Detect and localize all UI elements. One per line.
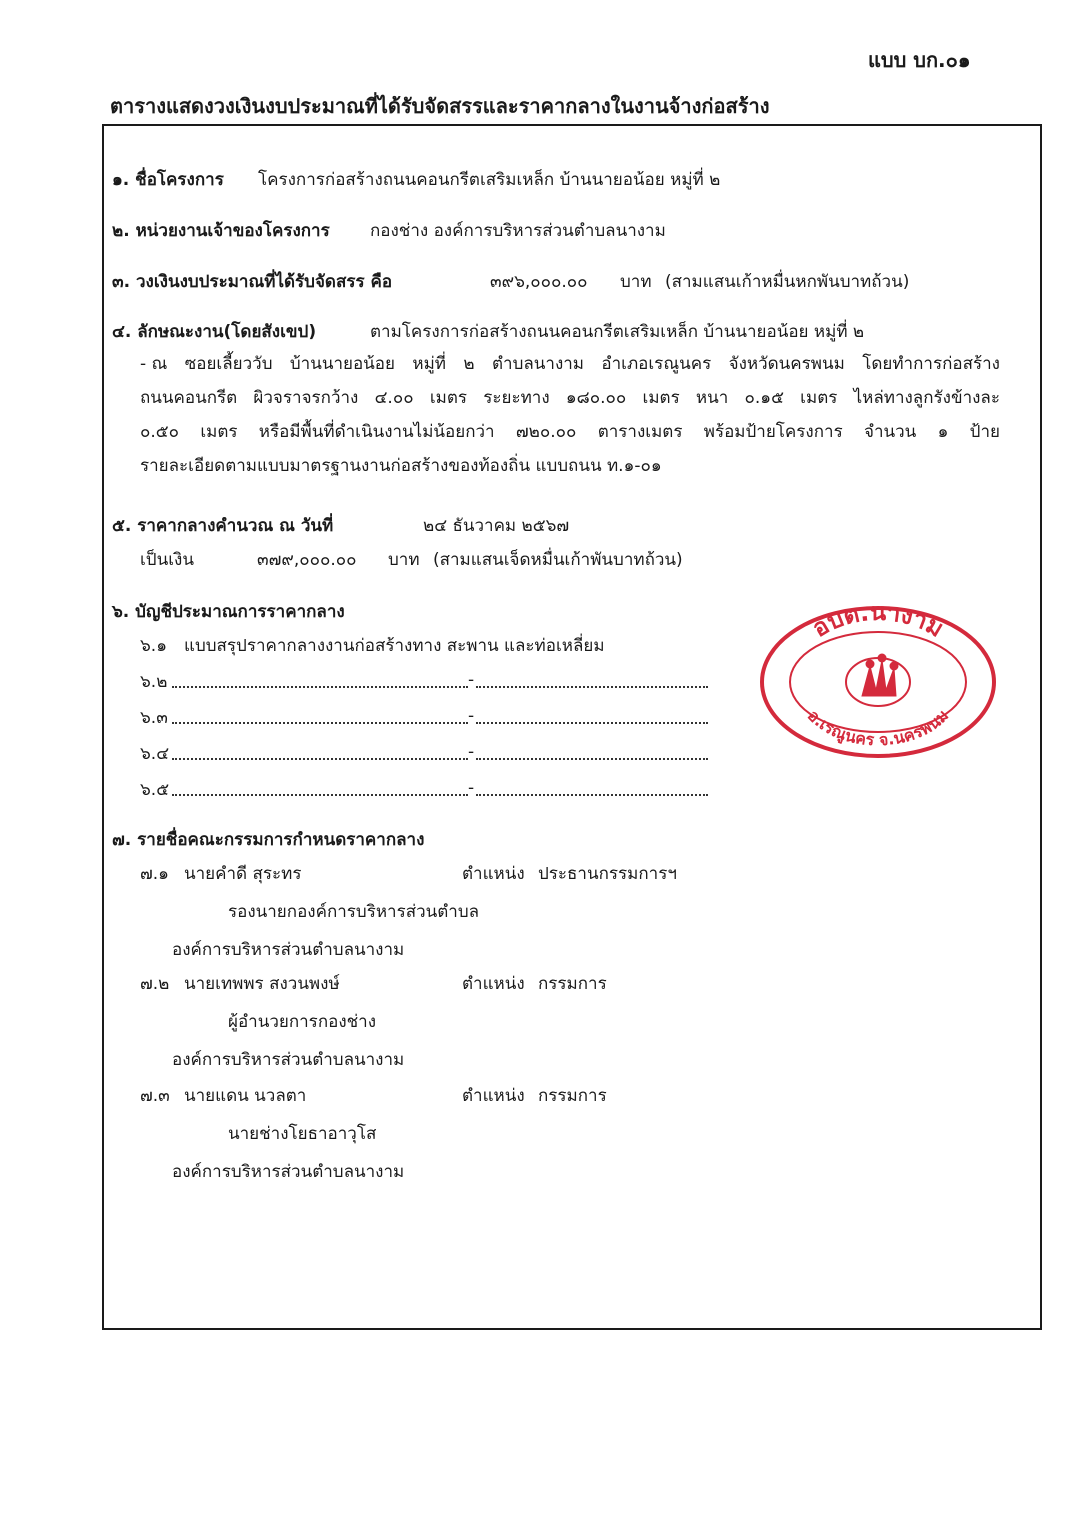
item4-word: รายละเอียดตามแบบมาตรฐานงานก่อสร้างของท้องถิ่น แบบถนน ท.๑-๐๑ <box>140 456 662 476</box>
item6-entry-number: ๖.๔ <box>140 744 170 764</box>
item4-word: เมตร <box>800 388 838 408</box>
item4-word: ไหล่ทางลูกรังข้างละ <box>853 388 1000 408</box>
item4-word: ๐.๑๕ <box>744 388 784 408</box>
item4-word: ๒ <box>463 354 475 374</box>
item3-unit: บาท <box>620 272 652 292</box>
member-name: นายคำดี สุระทร <box>184 864 302 884</box>
item4-word: โดยทำการก่อสร้าง <box>862 354 1000 374</box>
item6-label: ๖. บัญชีประมาณการราคากลาง <box>112 602 345 622</box>
item6-entry-number: ๖.๕ <box>140 780 170 800</box>
item6-dash: - <box>468 706 475 726</box>
member-org: องค์การบริหารส่วนตำบลนางาม <box>172 1050 405 1070</box>
item5-unit: บาท <box>388 550 420 570</box>
item4-word: ๔.๐๐ <box>374 388 414 408</box>
item4-word: ซอยเลี้ยววับ <box>184 354 273 374</box>
item5-label: ๕. ราคากลางคำนวณ ณ วันที่ <box>112 516 334 536</box>
item4-word: ๗๒๐.๐๐ <box>515 422 577 442</box>
item2-value: กองช่าง องค์การบริหารส่วนตำบลนางาม <box>370 221 666 241</box>
item5-amount-label: เป็นเงิน <box>140 550 194 570</box>
item5-date: ๒๔ ธันวาคม ๒๕๖๗ <box>423 516 570 536</box>
item5-amount: ๓๗๙,๐๐๐.๐๐ <box>257 550 357 570</box>
member-position-label: ตำแหน่ง <box>462 864 525 884</box>
item5-words: (สามแสนเจ็ดหมื่นเก้าพันบาทถ้วน) <box>433 550 683 570</box>
item4-word: ๐.๕๐ <box>140 422 180 442</box>
member-name: นายแดน นวลตา <box>184 1086 307 1106</box>
member-role: ประธานกรรมการฯ <box>538 864 677 884</box>
item1-label: ๑. ชื่อโครงการ <box>112 170 224 190</box>
item4-word: ระยะทาง <box>483 388 550 408</box>
item4-word: จังหวัดนครพนม <box>728 354 845 374</box>
item4-word: จำนวน <box>864 422 917 442</box>
member-title: รองนายกองค์การบริหารส่วนตำบล <box>228 902 480 922</box>
item4-word: ตำบลนางาม <box>491 354 584 374</box>
item4-word: เมตร <box>642 388 680 408</box>
item6-dash: - <box>468 742 475 762</box>
item2-label: ๒. หน่วยงานเจ้าของโครงการ <box>112 221 330 241</box>
member-org: องค์การบริหารส่วนตำบลนางาม <box>172 1162 405 1182</box>
item6-dotted-line <box>172 722 468 724</box>
item4-word: เมตร <box>429 388 467 408</box>
item6-entry-number: ๖.๒ <box>140 672 168 692</box>
item4-word: อำเภอเรณูนคร <box>601 354 712 374</box>
item6-entry-number: ๖.๓ <box>140 708 168 728</box>
member-name: นายเทพพร สงวนพงษ์ <box>184 974 340 994</box>
item6-dotted-line <box>476 758 708 760</box>
item6-dotted-line <box>172 794 468 796</box>
item6-dotted-line <box>476 794 708 796</box>
item6-entry-number: ๖.๑ <box>140 636 167 656</box>
item4-word: ตารางเมตร <box>597 422 683 442</box>
item6-entry-text: แบบสรุปราคากลางงานก่อสร้างทาง สะพาน และท่อเหลี่ยม <box>184 636 605 656</box>
item6-dotted-line <box>172 758 468 760</box>
member-position-label: ตำแหน่ง <box>462 1086 525 1106</box>
member-role: กรรมการ <box>538 1086 607 1106</box>
item4-value: ตามโครงการก่อสร้างถนนคอนกรีตเสริมเหล็ก บ้านนายอน้อย หมู่ที่ ๒ <box>370 322 865 342</box>
item4-word: ผิวจราจรกว้าง <box>253 388 359 408</box>
item3-amount: ๓๙๖,๐๐๐.๐๐ <box>490 272 588 292</box>
seal-emblem-icon <box>846 654 910 706</box>
item4-line <box>140 350 1000 377</box>
item6-dotted-line <box>172 686 468 688</box>
item4-word: หนา <box>695 388 729 408</box>
member-number: ๗.๑ <box>140 864 169 884</box>
item6-dash: - <box>468 670 475 690</box>
seal-bottom-text: อ.เรณูนคร จ.นครพนม <box>803 705 953 750</box>
item4-word: ๑ <box>937 422 949 442</box>
item4-word: ป้าย <box>969 422 1000 442</box>
item3-words: (สามแสนเก้าหมื่นหกพันบาทถ้วน) <box>665 272 910 292</box>
item3-label: ๓. วงเงินงบประมาณที่ได้รับจัดสรร คือ <box>112 272 393 292</box>
item4-label: ๔. ลักษณะงาน(โดยสังเขป) <box>112 322 317 342</box>
member-org: องค์การบริหารส่วนตำบลนางาม <box>172 940 405 960</box>
member-position-label: ตำแหน่ง <box>462 974 525 994</box>
member-title: นายช่างโยธาอาวุโส <box>228 1124 377 1144</box>
item4-line <box>140 418 1000 445</box>
item4-line <box>140 452 662 479</box>
item4-word: หรือมีพื้นที่ดำเนินงานไม่น้อยกว่า <box>258 422 495 442</box>
item1-value: โครงการก่อสร้างถนนคอนกรีตเสริมเหล็ก บ้านนายอน้อย หมู่ที่ ๒ <box>258 170 721 190</box>
item4-word: หมู่ที่ <box>412 354 446 374</box>
seal-top-text: อบต.นางาม <box>807 600 949 643</box>
item4-word: บ้านนายอน้อย <box>289 354 395 374</box>
member-role: กรรมการ <box>538 974 607 994</box>
document-title: ตารางแสดงวงเงินงบประมาณที่ได้รับจัดสรรและราคากลางในงานจ้างก่อสร้าง <box>110 94 770 118</box>
item4-word: พร้อมป้ายโครงการ <box>703 422 843 442</box>
item4-word: - ณ <box>140 354 168 374</box>
item6-dotted-line <box>476 722 708 724</box>
item6-dash: - <box>468 778 475 798</box>
member-number: ๗.๓ <box>140 1086 170 1106</box>
member-title: ผู้อำนวยการกองช่าง <box>228 1012 377 1032</box>
item4-line <box>140 384 1000 411</box>
item6-dotted-line <box>476 686 708 688</box>
item4-word: ถนนคอนกรีต <box>140 388 238 408</box>
official-seal <box>758 600 998 760</box>
member-number: ๗.๒ <box>140 974 170 994</box>
item7-label: ๗. รายชื่อคณะกรรมการกำหนดราคากลาง <box>112 830 425 850</box>
item4-word: เมตร <box>200 422 238 442</box>
item4-word: ๑๘๐.๐๐ <box>565 388 627 408</box>
form-code: แบบ บก.๐๑ <box>868 48 971 72</box>
